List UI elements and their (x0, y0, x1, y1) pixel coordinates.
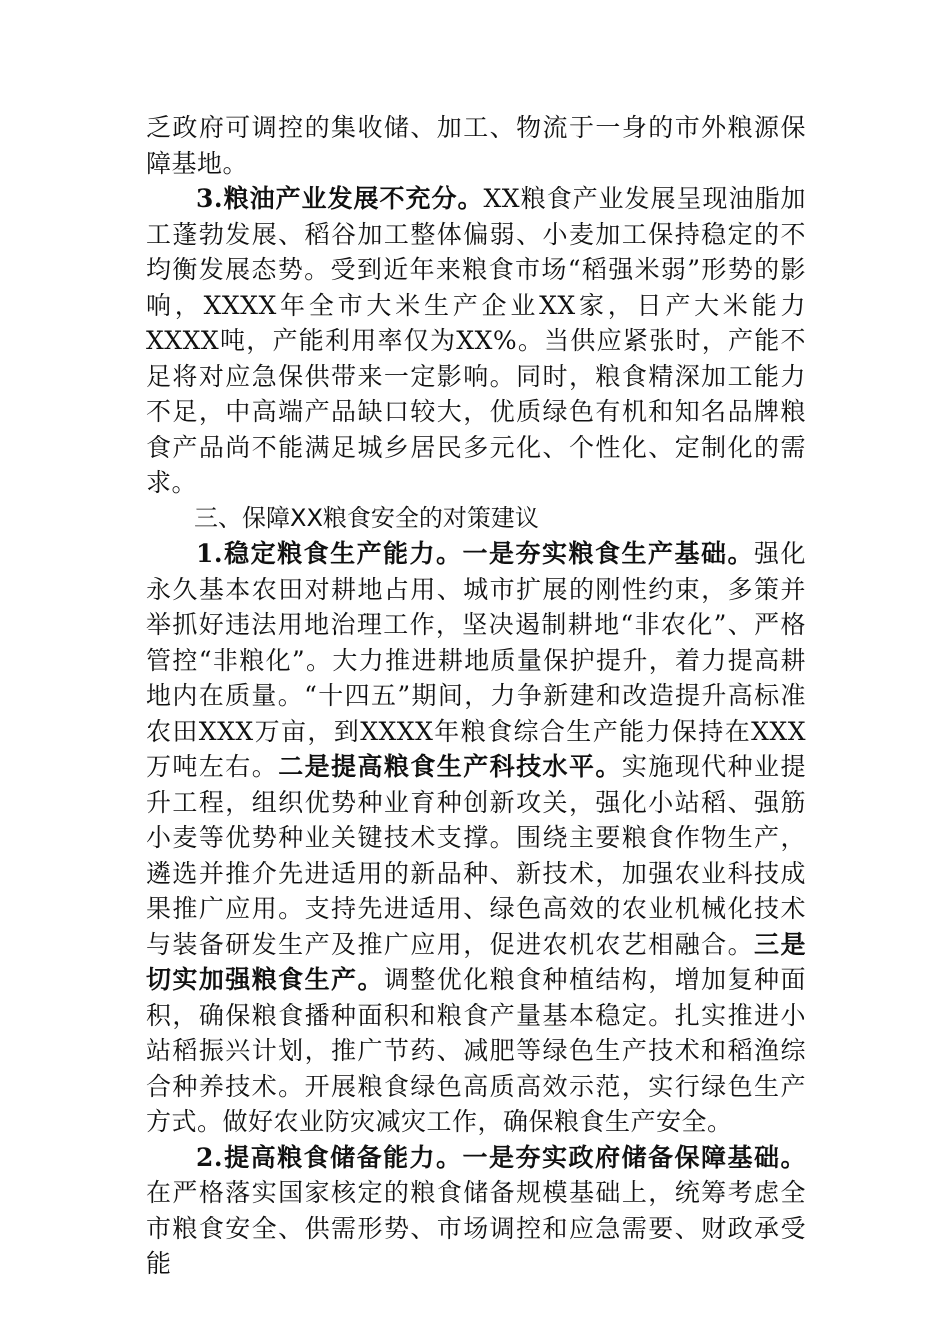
paragraph-text: XX粮食产业发展呈现油脂加工蓬勃发展、稻谷加工整体偏弱、小麦加工保持稳定的不均衡发展态势。受到近年来粮食市场“稻强米弱”形势的影响，XXXX年全市大米生产企业XX家，日产大米能力XXXX吨，产能利用率仅为XX%。当供应紧张时，产能不足将对应急保供带来一定影响。同时，粮食精深加工能力不足，中高端产品缺口较大，优质绿色有机和知名品牌粮食产品尚不能满足城乡居民多元化、个性化、定制化的需求。 (146, 184, 806, 497)
paragraph-grain-oil-industry (146, 181, 806, 501)
paragraph-text: 实施现代种业提升工程，组织优势种业育种创新攻关，强化小站稻、强筋小麦等优势种业关键技术支撑。围绕主要粮食作物生产，遴选并推介先进适用的新品种、新技术，加强农业科技成果推广应用。支持先进适用、绿色高效的农业机械化技术与装备研发生产及推广应用，促进农机农艺相融合。 (146, 752, 806, 959)
document-page (146, 110, 806, 1282)
paragraph-continuation (146, 110, 806, 181)
paragraph-grain-reserve (146, 1140, 806, 1282)
paragraph-lead: 2.提高粮食储备能力。一是夯实政府储备保障基础。 (196, 1142, 806, 1172)
paragraph-lead: 1.稳定粮食生产能力。一是夯实粮食生产基础。 (196, 539, 754, 568)
paragraph-grain-production (146, 536, 806, 1140)
paragraph-text: 调整优化粮食种植结构，增加复种面积，确保粮食播种面积和粮食产量基本稳定。扎实推进小站稻振兴计划，推广节药、减肥等绿色生产技术和稻渔综合种养技术。开展粮食绿色高质高效示范，实行绿色生产方式。做好农业防灾减灾工作，确保粮食生产安全。 (146, 965, 806, 1136)
paragraph-text: 强化永久基本农田对耕地占用、城市扩展的刚性约束，多策并举抓好违法用地治理工作，坚决遏制耕地“非农化”、严格管控“非粮化”。大力推进耕地质量保护提升，着力提高耕地内在质量。“十四五”期间，力争新建和改造提升高标准农田XXX万亩，到XXXX年粮食综合生产能力保持在XXX万吨左右。 (146, 539, 806, 781)
paragraph-text: 在严格落实国家核定的粮食储备规模基础上，统筹考虑全市粮食安全、供需形势、市场调控和应急需要、财政承受能 (146, 1178, 806, 1278)
section-heading: 三、保障XX粮食安全的对策建议 (194, 503, 539, 532)
paragraph-lead: 3.粮油产业发展不充分。 (196, 184, 484, 213)
paragraph-subhead: 三是切实加强粮食生产。 (146, 929, 806, 994)
paragraph-text: 乏政府可调控的集收储、加工、物流于一身的市外粮源保障基地。 (146, 113, 806, 178)
paragraph-subhead: 二是提高粮食生产科技水平。 (278, 752, 622, 781)
